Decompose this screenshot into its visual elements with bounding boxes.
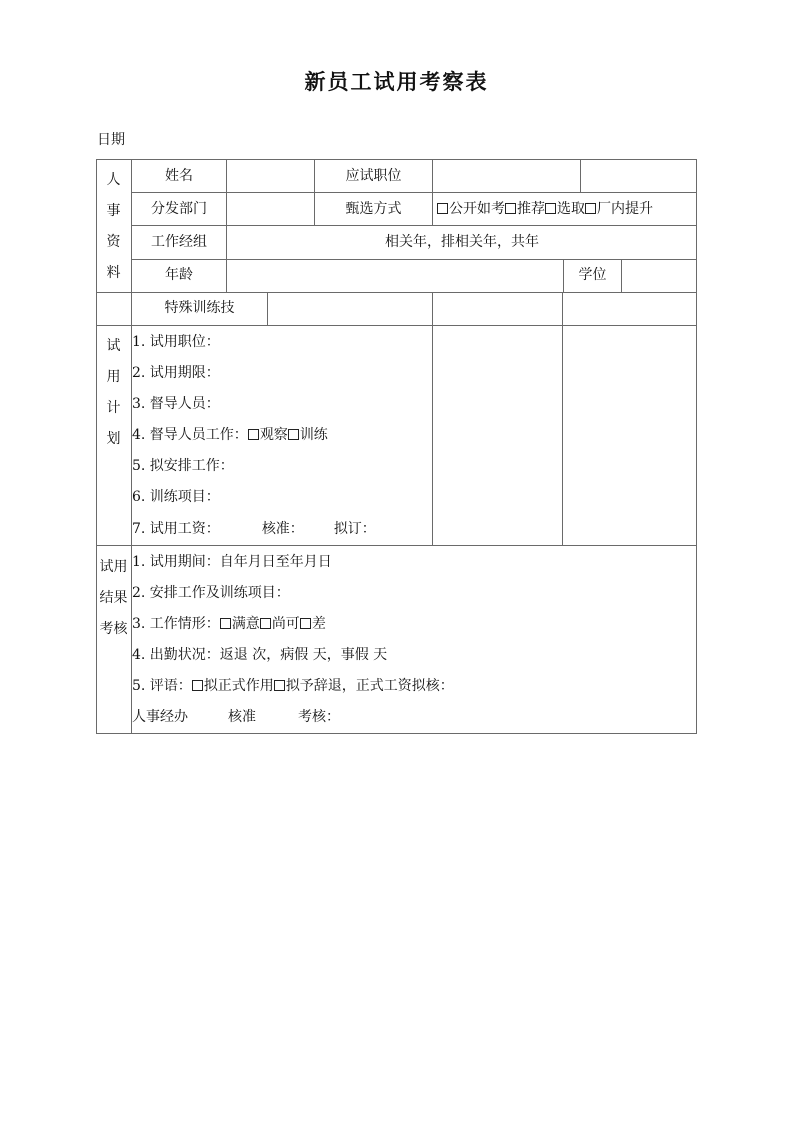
section-line: 试用 bbox=[99, 559, 128, 575]
option-formal-hire[interactable]: 拟正式作用 bbox=[192, 678, 274, 694]
result-line-3: 3. 工作情形： 满意 尚可 差 bbox=[132, 616, 326, 632]
checkbox[interactable] bbox=[220, 618, 231, 629]
plan-line-5: 5. 拟安排工作： bbox=[132, 458, 234, 474]
plan-line-1: 1. 试用职位： bbox=[132, 334, 220, 350]
checkbox[interactable] bbox=[505, 203, 516, 214]
option-observe[interactable]: 观察 bbox=[248, 427, 288, 443]
plan-section-label bbox=[96, 331, 131, 455]
section-char: 划 bbox=[106, 431, 121, 447]
checkbox[interactable] bbox=[288, 429, 299, 440]
name-label: 姓名 bbox=[165, 168, 193, 184]
result-line-4: 4. 出勤状况：返退 次，病假 天，事假 天 bbox=[132, 647, 388, 663]
page-title: 新员工试用考察表 bbox=[304, 69, 489, 94]
result-line-5: 5. 评语： 拟正式作用 拟予辞退，正式工资拟核： bbox=[132, 678, 454, 694]
option-satisfied[interactable]: 满意 bbox=[220, 616, 260, 632]
section-line: 结果 bbox=[99, 590, 128, 606]
signature-line: 人事经办 核准 考核： bbox=[132, 709, 340, 725]
plan-line-2: 2. 试用期限： bbox=[132, 365, 220, 381]
plan-line-7: 7. 试用工资： 核准： 拟订： bbox=[132, 521, 376, 537]
age-label: 年龄 bbox=[165, 267, 193, 283]
section-char: 事 bbox=[106, 203, 121, 219]
special-skill-label: 特殊训练技 bbox=[164, 300, 235, 316]
date-label: 日期 bbox=[97, 132, 125, 148]
option-recommend[interactable]: 推荐 bbox=[505, 201, 545, 217]
checkbox[interactable] bbox=[585, 203, 596, 214]
option-dismiss[interactable]: 拟予辞退，正式工资拟核： bbox=[274, 678, 454, 694]
option-poor[interactable]: 差 bbox=[300, 616, 326, 632]
checkbox[interactable] bbox=[545, 203, 556, 214]
experience-label: 工作经组 bbox=[151, 234, 207, 250]
evaluation-form bbox=[96, 159, 697, 734]
experience-value: 相关年，排相关年，共年 bbox=[385, 234, 539, 250]
option-select[interactable]: 选取 bbox=[545, 201, 585, 217]
degree-label: 学位 bbox=[578, 267, 607, 283]
checkbox[interactable] bbox=[192, 680, 203, 691]
section-char: 料 bbox=[106, 265, 121, 281]
result-line-2: 2. 安排工作及训练项目： bbox=[132, 585, 290, 601]
section-line: 考核 bbox=[99, 621, 128, 637]
section-char: 用 bbox=[106, 369, 121, 385]
department-label: 分发部门 bbox=[151, 201, 207, 217]
option-acceptable[interactable]: 尚可 bbox=[260, 616, 300, 632]
section-char: 计 bbox=[106, 400, 121, 416]
option-public-exam[interactable]: 公开如考 bbox=[437, 201, 505, 217]
checkbox[interactable] bbox=[437, 203, 448, 214]
position-label: 应试职位 bbox=[345, 168, 402, 184]
section-char: 资 bbox=[106, 234, 121, 250]
option-internal-promotion[interactable]: 厂内提升 bbox=[585, 201, 653, 217]
selection-options bbox=[437, 200, 653, 218]
section-char: 试 bbox=[106, 338, 121, 354]
personnel-section-label bbox=[96, 165, 131, 289]
plan-line-6: 6. 训练项目： bbox=[132, 489, 220, 505]
section-char: 人 bbox=[106, 172, 121, 188]
result-line-1: 1. 试用期间：自年月日至年月日 bbox=[132, 554, 332, 570]
plan-line-4: 4. 督导人员工作： 观察 训练 bbox=[132, 427, 328, 443]
checkbox[interactable] bbox=[300, 618, 311, 629]
checkbox[interactable] bbox=[248, 429, 259, 440]
plan-line-3: 3. 督导人员： bbox=[132, 396, 220, 412]
selection-method-label: 甄选方式 bbox=[345, 201, 402, 217]
result-section-label bbox=[96, 552, 131, 645]
option-train[interactable]: 训练 bbox=[288, 427, 328, 443]
checkbox[interactable] bbox=[274, 680, 285, 691]
checkbox[interactable] bbox=[260, 618, 271, 629]
